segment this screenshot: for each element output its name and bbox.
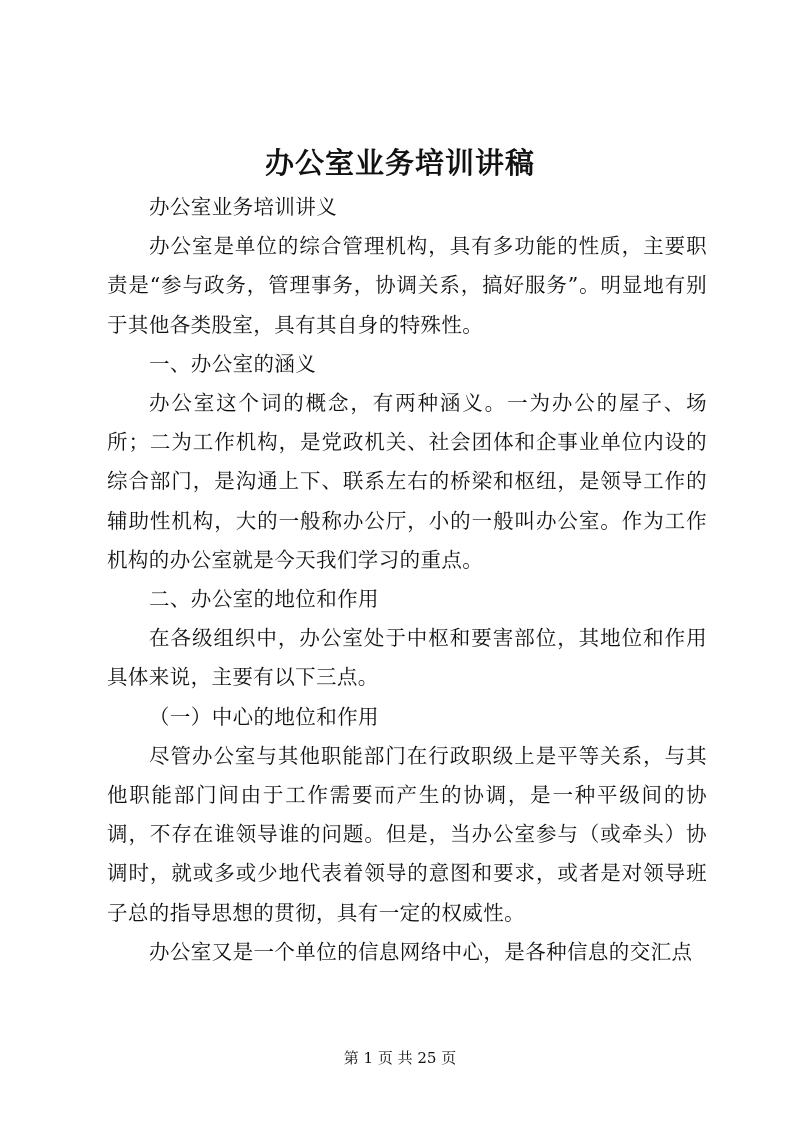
document-title: 办公室业务培训讲稿 <box>264 146 535 180</box>
subtitle-paragraph: 办公室业务培训讲义 <box>149 195 338 219</box>
subsection-1-paragraph: 尽管办公室与其他职能部门在行政职级上是平等关系，与其他职能部门间由于工作需要而产生的协调，是一种平级间的协调，不存在谁领导谁的问题。但是，当办公室参与（或牵头）协调时，就或多或少地代表着领导的意图和要求，或者是对领导班子总的指导思想的贯彻，具有一定的权威性。 <box>107 743 707 925</box>
section-1-paragraph: 办公室这个词的概念，有两种涵义。一为办公的屋子、场所；二为工作机构，是党政机关、社会团体和企事业单位内设的综合部门，是沟通上下、联系左右的桥梁和枢纽，是领导工作的辅助性机构，大的一般称办公厅，小的一般叫办公室。作为工作机构的办公室就是今天我们学习的重点。 <box>107 391 707 572</box>
document-body <box>107 188 707 972</box>
subsection-heading-1: （一）中心的地位和作用 <box>149 704 379 729</box>
intro-paragraph: 办公室是单位的综合管理机构，具有多功能的性质，主要职责是“参与政务，管理事务，协调关系，搞好服务”。明显地有别于其他各类股室，具有其自身的特殊性。 <box>107 234 707 337</box>
subsection-1-paragraph-continued: 办公室又是一个单位的信息网络中心，是各种信息的交汇点 <box>149 939 693 964</box>
section-2-paragraph: 在各级组织中，办公室处于中枢和要害部位，其地位和作用具体来说，主要有以下三点。 <box>107 626 707 690</box>
section-heading-2: 二、办公室的地位和作用 <box>149 587 379 612</box>
page-footer: 第 1 页 共 25 页 <box>343 1049 457 1067</box>
section-heading-1: 一、办公室的涵义 <box>149 351 317 376</box>
